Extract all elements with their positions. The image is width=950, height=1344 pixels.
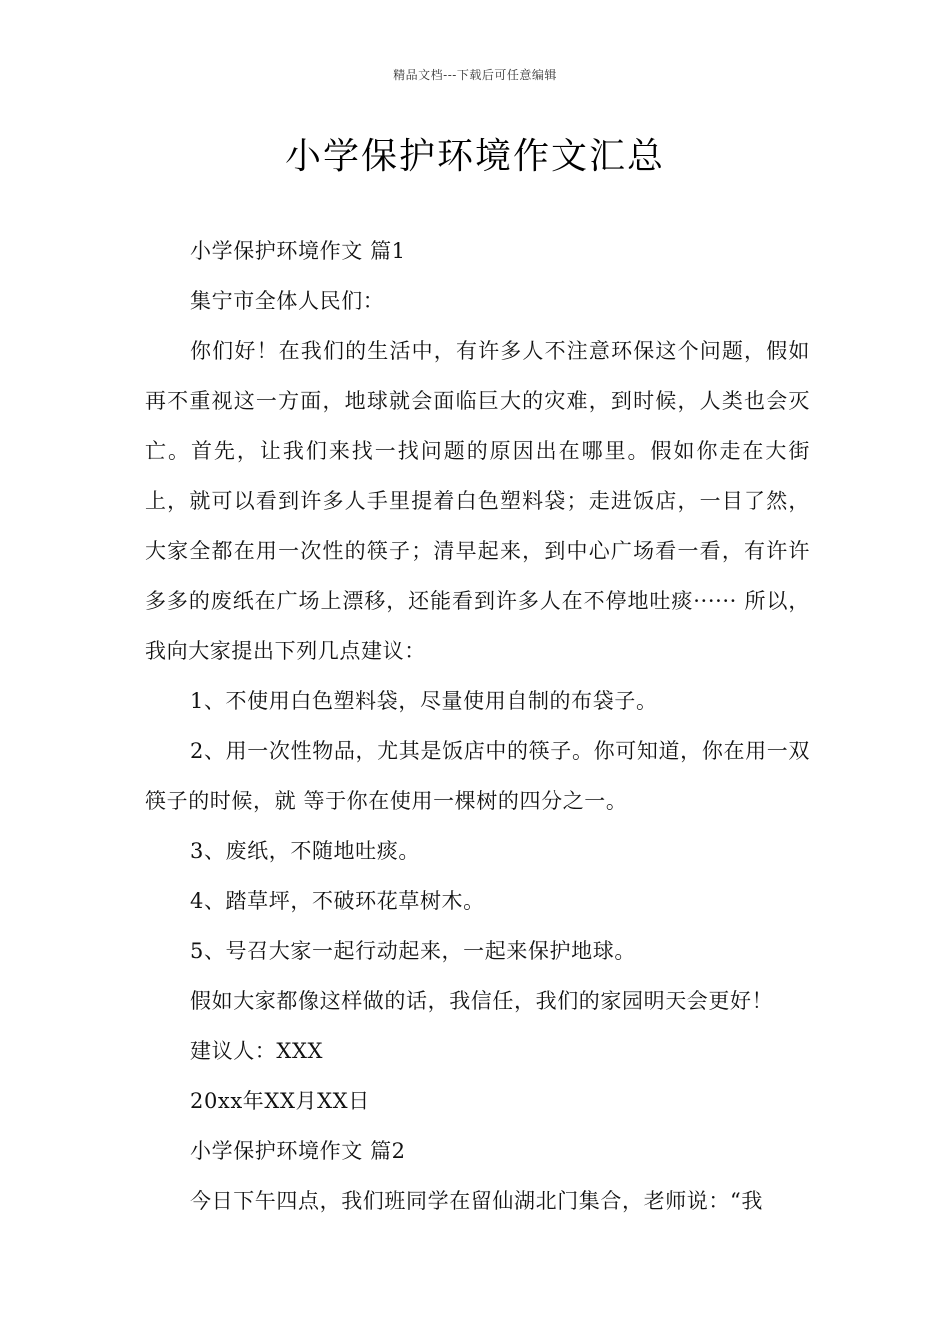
section-heading-2: 小学保护环境作文 篇2 [190,1139,406,1163]
body-paragraph: 今日下午四点，我们班同学在留仙湖北门集合，老师说：“我 [190,1189,763,1213]
suggestion-item-3: 3、废纸，不随地吐痰。 [190,839,420,863]
document-body [145,226,810,1226]
suggestion-item-2: 2、用一次性物品，尤其是饭店中的筷子。你可知道，你在用一双筷子的时候，就 等于你在使用一棵树的四分之一。 [145,739,810,813]
closing-paragraph: 假如大家都像这样做的话，我信任，我们的家园明天会更好！ [190,989,774,1013]
suggestion-item-1: 1、不使用白色塑料袋，尽量使用自制的布袋子。 [190,689,658,713]
salutation: 集宁市全体人民们： [190,289,385,313]
section-heading-1: 小学保护环境作文 篇1 [190,239,406,263]
header-note: 精品文档---下载后可任意编辑 [393,68,557,82]
suggestion-item-5: 5、号召大家一起行动起来，一起来保护地球。 [190,939,636,963]
date-line: 20xx年XX月XX日 [190,1089,370,1113]
signature-line: 建议人：XXX [190,1039,324,1063]
suggestion-item-4: 4、踏草坪，不破环花草树木。 [190,889,485,913]
document-title: 小学保护环境作文汇总 [284,136,665,177]
body-paragraph: 你们好！在我们的生活中，有许多人不注意环保这个问题，假如再不重视这一方面，地球就会面临巨大的灾难，到时候，人类也会灭亡。首先，让我们来找一找问题的原因出在哪里。假如你走在大街上，就可以看到许多人手里提着白色塑料袋；走进饭店，一目了然，大家全都在用一次性的筷子；清早起来，到中心广场看一看，有许许多多的废纸在广场上漂移，还能看到许多人在不停地吐痰······ 所以，我向大家提出下列几点建议： [145,339,810,663]
